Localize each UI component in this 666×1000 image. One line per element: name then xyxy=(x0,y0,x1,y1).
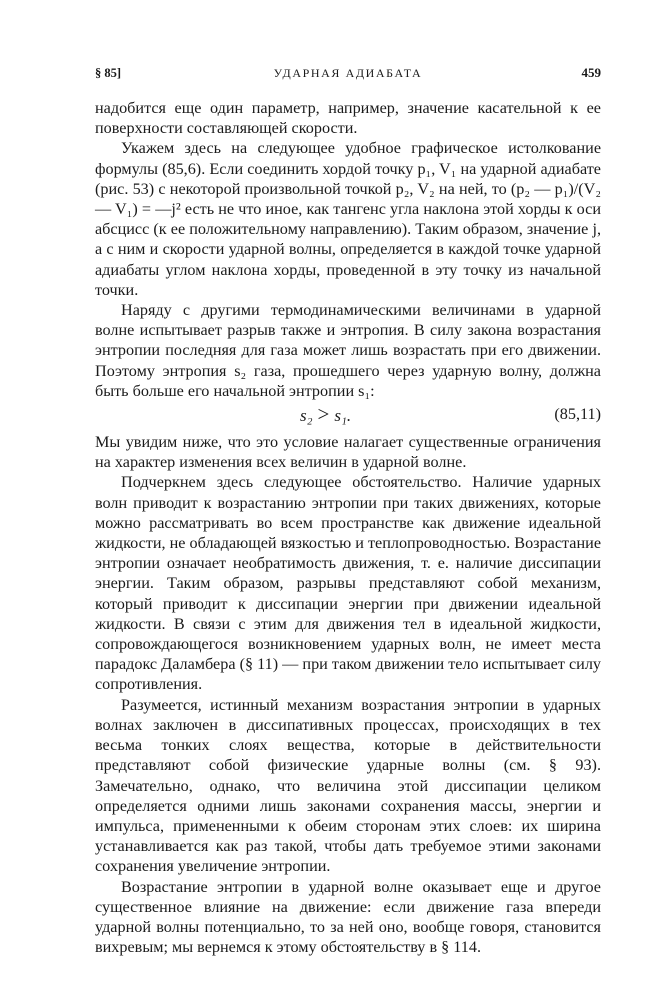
body-text xyxy=(95,98,601,957)
paragraph-dissipation: Подчеркнем здесь следующее обстоятельство. Наличие ударных волн приводит к возрастанию энтропии при таких движениях, которые можно рассматривать во всем пространстве как движение идеальной жидкости, не обладающей вязкостью и теплопроводностью. Возрастание энтропии означает необратимость движения, т. е. наличие диссипации энергии. Таким образом, разрывы представляют собой механизм, который приводит к диссипации энергии при движении идеальной жидкости. В связи с этим для движения тел в идеальной жидкости, сопровождающегося возникновением ударных волн, не имеет места парадокс Даламбера (§ 11) — при таком движении тело испытывает силу сопротивления. xyxy=(95,473,601,694)
document-page xyxy=(95,62,601,957)
paragraph-condition-note: Мы увидим ниже, что это условие налагает существенные ограничения на характер изменения всех величин в ударной волне. xyxy=(95,433,601,472)
equation-lhs: s₂ xyxy=(300,406,313,426)
paragraph-continued: надобится еще один параметр, например, значение касательной к ее поверхности составляющей скорости. xyxy=(95,99,601,138)
equation-number: (85,11) xyxy=(554,405,601,424)
page-number: 459 xyxy=(581,65,601,80)
paragraph-graphical-interpretation: Укажем здесь на следующее удобное графическое истолкование формулы (85,6). Если соединить хордой точку p₁, V₁ на ударной адиабате (рис. 53) с некоторой произвольной точкой p₂, V₂ на ней, то (p₂ — p₁)/(V₂ — V₁) = —j² есть не что иное, как тангенс угла наклона этой хорды к оси абсцисс (к ее положительному направлению). Таким образом, значение j, а с ним и скорости ударной волны, определяется в каждой точке ударной адиабаты углом наклона хорды, проведенной в эту точку из начальной точки. xyxy=(95,139,601,299)
paragraph-entropy-jump: Наряду с другими термодинамическими величинами в ударной волне испытывает разрыв также и энтропия. В силу закона возрастания энтропии последняя для газа может лишь возрастать при его движении. Поэтому энтропия s₂ газа, прошедшего через ударную волну, должна быть больше его начальной энтропии s₁: xyxy=(95,301,601,400)
paragraph-true-mechanism: Разумеется, истинный механизм возрастания энтропии в ударных волнах заключен в диссипативных процессах, происходящих в тех весьма тонких слоях вещества, которые в действительности представляют собой физические ударные волны (см. § 93). Замечательно, однако, что величина этой диссипации целиком определяется одними лишь законами сохранения массы, энергии и импульса, примененными к обеим сторонам этих слоев: их ширина устанавливается как раз такой, чтобы дать требуемое этими законами сохранения увеличение энтропии. xyxy=(95,695,601,876)
running-header xyxy=(95,62,601,84)
equation-formula xyxy=(300,404,351,426)
section-reference: § 85] xyxy=(95,66,122,80)
paragraph-vortex-flow: Возрастание энтропии в ударной волне оказывает еще и другое существенное влияние на движение: если движение газа впереди ударной волны потенциально, то за ней оно, вообще говоря, становится вихревым; мы вернемся к этому обстоятельству в § 114. xyxy=(95,877,601,957)
equation-rhs: s₁. xyxy=(334,406,352,426)
equation-relation: > xyxy=(317,402,330,427)
equation-85-11 xyxy=(95,401,601,428)
running-title: УДАРНАЯ АДИАБАТА xyxy=(273,66,423,80)
